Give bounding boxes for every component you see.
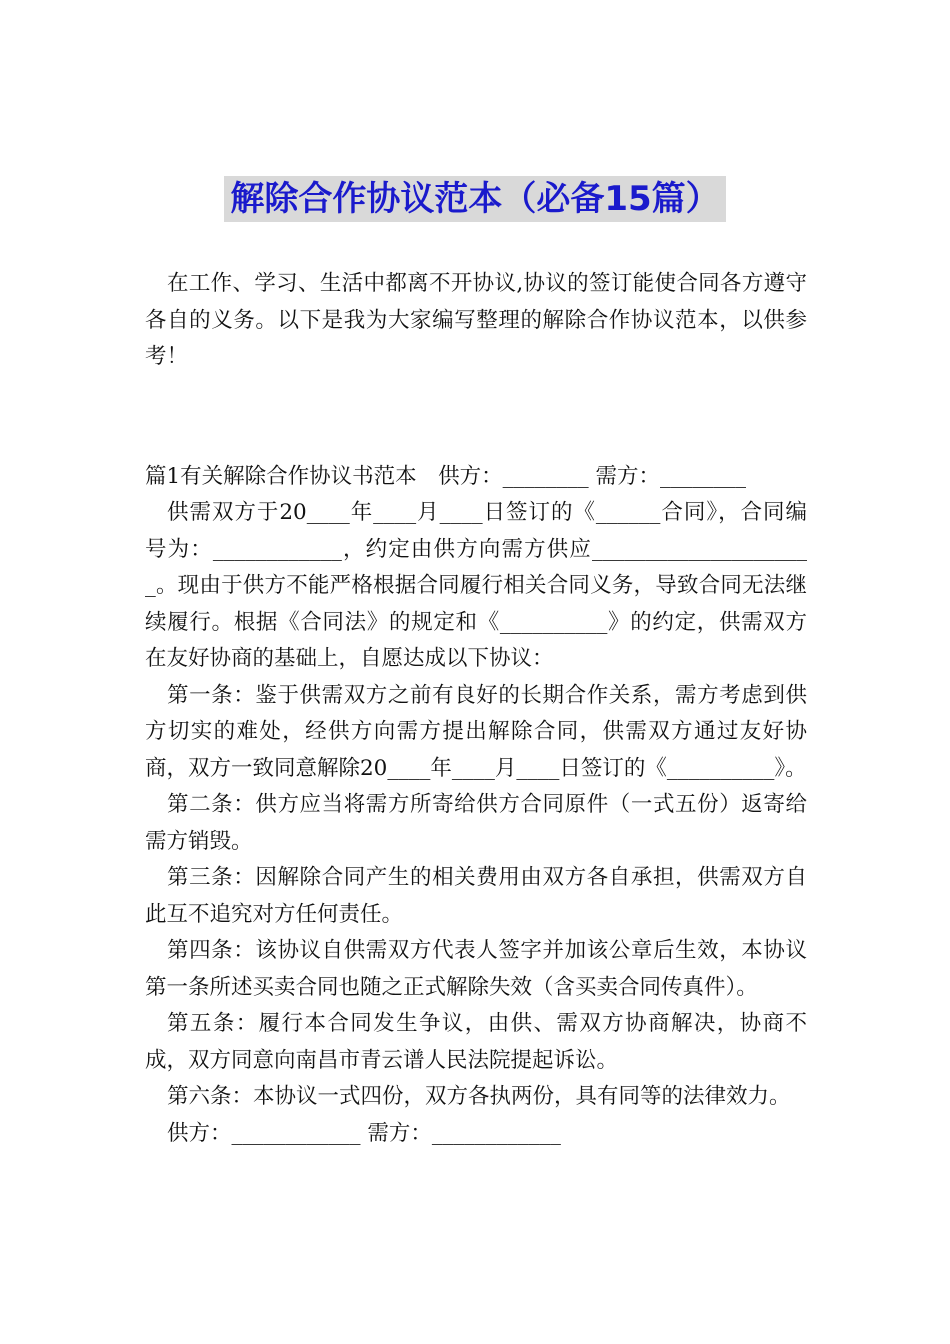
- paragraph-article-6: 第六条：本协议一式四份，双方各执两份，具有同等的法律效力。: [167, 1084, 791, 1109]
- paragraph-article-1: 第一条：鉴于供需双方之前有良好的长期合作关系，需方考虑到供方切实的难处，经供方向需方提出解除合同，供需双方通过友好协商，双方一致同意解除20____年____月____日签订的《__________》。: [145, 682, 807, 781]
- paragraph-preamble: 供需双方于20____年____月____日签订的《______合同》，合同编号为：____________，约定由供方向需方供应_____________________。现由于供方不能严格根据合同履行相关合同义务，导致合同无法继续履行。根据《合同法》的规定和《__________》的约定，供需双方在友好协商的基础上，自愿达成以下协议：: [145, 500, 807, 671]
- intro-paragraph: 在工作、学习、生活中都离不开协议,协议的签订能使合同各方遵守各自的义务。以下是我为大家编写整理的解除合作协议范本，以供参考！: [145, 271, 807, 369]
- title-container: [0, 176, 950, 222]
- paragraph-article-5: 第五条：履行本合同发生争议，由供、需双方协商解决，协商不成，双方同意向南昌市青云谱人民法院提起诉讼。: [145, 1011, 807, 1073]
- signature-line: 供方：____________ 需方：____________: [167, 1120, 561, 1146]
- paragraph-article-3: 第三条：因解除合同产生的相关费用由双方各自承担，供需双方自此互不追究对方任何责任。: [145, 865, 807, 927]
- spacer: [145, 376, 807, 459]
- paragraph-article-4: 第四条：该协议自供需双方代表人签字并加该公章后生效，本协议第一条所述买卖合同也随之正式解除失效（含买卖合同传真件）。: [145, 938, 807, 1000]
- paragraph-article-2: 第二条：供方应当将需方所寄给供方合同原件（一式五份）返寄给需方销毁。: [145, 792, 807, 854]
- section-header: 篇1有关解除合作协议书范本 供方：________ 需方：________: [145, 463, 747, 489]
- document-body: [145, 266, 807, 1152]
- document-title: 解除合作协议范本（必备15篇）: [224, 176, 725, 222]
